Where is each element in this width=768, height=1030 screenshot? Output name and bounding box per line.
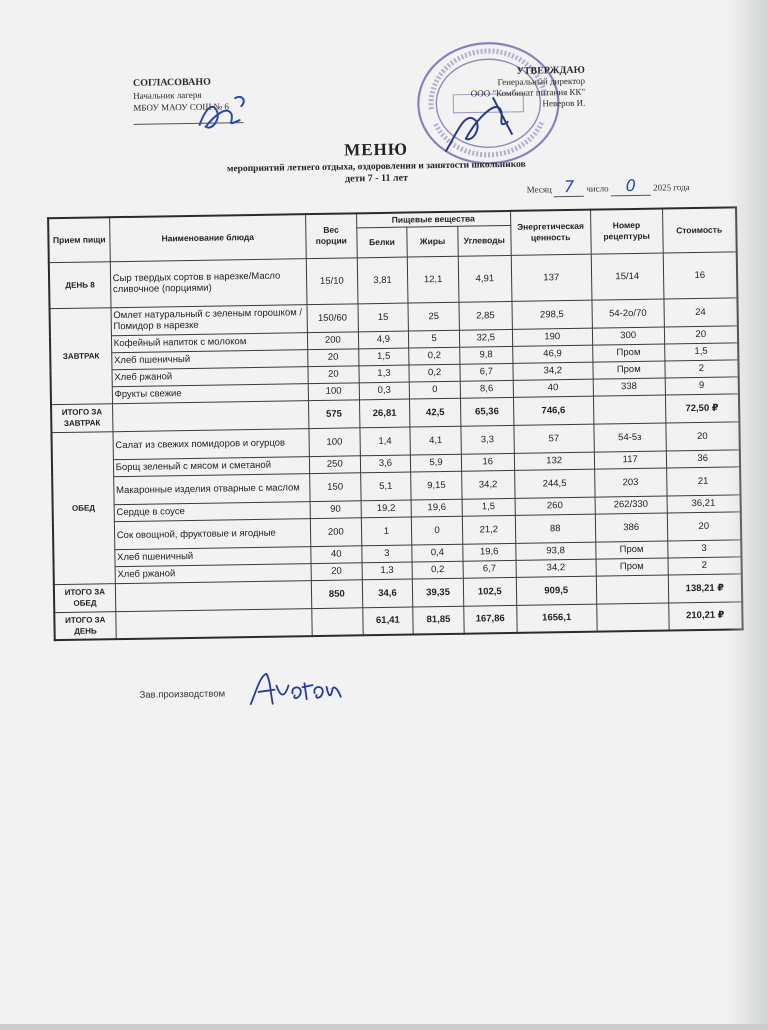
- dish-energy: 88: [515, 514, 596, 543]
- dish-energy: 46,9: [512, 345, 592, 363]
- dish-protein: 1,3: [359, 365, 410, 383]
- document-title: МЕНЮ: [344, 139, 409, 160]
- dish-cost: 20: [665, 421, 739, 450]
- dish-cost: 36: [666, 449, 740, 467]
- dish-carbs: 19,6: [463, 543, 516, 561]
- dish-cost: 2: [664, 359, 738, 377]
- dish-cost: 36,21: [667, 494, 741, 512]
- meal-lunch-label: ОБЕД: [51, 431, 115, 584]
- dish-recipe: Пром: [593, 361, 665, 379]
- dish-cost: 20: [664, 325, 738, 343]
- header-carbs: Углеводы: [458, 225, 511, 256]
- approval-left-org: МБОУ МАОУ СОШ № 6: [133, 101, 230, 113]
- dish-name: Сердце в соусе: [114, 501, 311, 521]
- dish-cost: 24: [664, 297, 738, 326]
- dish-fat: 9,15: [411, 471, 462, 500]
- footer-signature-icon: [244, 662, 355, 712]
- total-cost: 210,21 ₽: [668, 601, 742, 630]
- total-protein: 34,6: [362, 579, 413, 608]
- dish-name: Макаронные изделия отварные с маслом: [113, 473, 310, 504]
- dish-name: Сок овощной, фруктовые и ягодные: [114, 518, 311, 549]
- dish-energy: 57: [514, 424, 595, 453]
- dish-energy: 34,2: [516, 559, 596, 577]
- month-value: 7: [554, 177, 584, 197]
- dish-weight: 20: [311, 562, 362, 580]
- header-protein: Белки: [356, 227, 407, 258]
- dish-name: Салат из свежих помидоров и огурцов: [113, 428, 310, 459]
- dish-fat: 12,1: [407, 256, 458, 303]
- header-weight: Вес порции: [306, 213, 357, 258]
- dish-cost: 2: [668, 556, 742, 574]
- dish-recipe: 54-2о/70: [592, 299, 664, 328]
- header-cost: Стоимость: [662, 207, 737, 252]
- dish-energy: 34,2: [513, 362, 593, 380]
- dish-name: Борщ зеленый с мясом и сметаной: [113, 456, 310, 476]
- approval-left-title: СОГЛАСОВАНО: [132, 76, 211, 89]
- dish-name: Хлеб ржаной: [115, 563, 312, 583]
- dish-fat: 5: [409, 330, 460, 348]
- dish-protein: 1: [361, 517, 412, 546]
- month-label: Месяц: [526, 184, 552, 195]
- left-signature-icon: [191, 90, 252, 137]
- dish-protein: 19,2: [361, 500, 412, 518]
- age-group-label: дети 7 - 11 лет: [344, 172, 409, 185]
- footer-label: Зав.производством: [139, 688, 226, 701]
- dish-fat: 0: [409, 381, 460, 399]
- dish-carbs: 32,5: [459, 329, 512, 347]
- dish-cost: 20: [667, 511, 741, 540]
- total-weight: 850: [311, 579, 362, 608]
- dish-weight: 15/10: [306, 257, 357, 304]
- dish-recipe: 15/14: [591, 253, 663, 300]
- dish-carbs: 21,2: [462, 515, 515, 544]
- year-label: 2025 года: [653, 182, 690, 193]
- dish-recipe: 54-5з: [594, 423, 666, 452]
- dish-energy: 40: [513, 379, 593, 397]
- empty-cell: [593, 395, 665, 424]
- dish-fat: 4,1: [410, 426, 461, 455]
- dish-fat: 19,6: [411, 499, 462, 517]
- total-fat: 42,5: [410, 398, 461, 427]
- dish-weight: 150: [310, 472, 361, 501]
- header-energy: Энергетическая ценность: [510, 210, 591, 255]
- empty-cell: [312, 607, 363, 636]
- total-protein: 61,41: [362, 607, 413, 636]
- dish-carbs: 6,7: [463, 560, 516, 578]
- dish-weight: 100: [308, 382, 359, 400]
- dish-name: Хлеб ржаной: [112, 366, 309, 386]
- header-dish: Наименование блюда: [109, 214, 306, 261]
- dish-fat: 0,2: [412, 561, 463, 579]
- dish-fat: 0,4: [412, 544, 463, 562]
- total-energy: 746,6: [513, 396, 594, 425]
- dish-protein: 15: [358, 303, 409, 332]
- meal-breakfast-label: ЗАВТРАК: [50, 307, 113, 404]
- dish-energy: 298,5: [512, 300, 593, 329]
- document-title-block: [196, 137, 557, 187]
- dish-weight: 250: [309, 455, 360, 473]
- menu-table: [47, 206, 744, 641]
- total-energy: 909,5: [516, 576, 597, 605]
- dish-cost: 16: [663, 251, 738, 298]
- dish-cost: 3: [667, 539, 741, 557]
- total-fat: 39,35: [413, 578, 464, 607]
- dish-protein: 3: [361, 545, 412, 563]
- total-cost: 138,21 ₽: [668, 573, 742, 602]
- header-nutrients: Пищевые вещества: [356, 211, 510, 227]
- dish-weight: 200: [310, 517, 361, 546]
- dish-carbs: 2,85: [459, 301, 512, 330]
- dish-carbs: 16: [461, 453, 514, 471]
- dish-name: Хлеб пшеничный: [114, 546, 311, 566]
- breakfast-total-label: ИТОГО ЗА ЗАВТРАК: [51, 403, 113, 432]
- date-line: [527, 175, 690, 198]
- total-carbs: 167,86: [464, 605, 517, 634]
- dish-cost: 21: [666, 466, 740, 495]
- dish-carbs: 4,91: [458, 255, 511, 302]
- empty-cell: [115, 608, 312, 639]
- empty-cell: [596, 575, 668, 604]
- dish-energy: 137: [511, 254, 592, 301]
- dish-weight: 20: [308, 365, 359, 383]
- total-carbs: 102,5: [463, 577, 516, 606]
- dish-recipe: 117: [594, 451, 666, 469]
- dish-cost: 9: [665, 376, 739, 394]
- total-carbs: 65,36: [460, 397, 513, 426]
- approval-left-position: Начальник лагеря: [133, 89, 202, 101]
- approval-right-org: ООО "Комбинат питания КК": [470, 86, 586, 99]
- total-cost: 72,50 ₽: [665, 393, 739, 422]
- dish-name: Омлет натуральный с зеленым горошком /Помидор в нарезке: [111, 304, 308, 335]
- dish-energy: 244,5: [514, 469, 595, 498]
- approval-right-name: Неверов И.: [542, 97, 586, 109]
- total-weight: 575: [308, 399, 359, 428]
- day-total-label: ИТОГО ЗА ДЕНЬ: [54, 611, 116, 640]
- empty-cell: [112, 400, 309, 431]
- dish-fat: 0,2: [409, 347, 460, 365]
- dish-weight: 150/60: [307, 303, 358, 332]
- header-meal: Прием пищи: [48, 217, 110, 262]
- lunch-total-label: ИТОГО ЗА ОБЕД: [54, 583, 116, 612]
- dish-name: Хлеб пшеничный: [111, 349, 308, 369]
- dish-fat: 0,2: [409, 364, 460, 382]
- dish-weight: 40: [311, 545, 362, 563]
- footer-production-manager: [140, 688, 226, 700]
- dish-protein: 4,9: [358, 331, 409, 349]
- approval-right-position: Генеральный директор: [497, 75, 586, 88]
- dish-recipe: Пром: [596, 541, 668, 559]
- dish-energy: 190: [512, 328, 592, 346]
- paper-edge-shadow: [728, 0, 768, 1024]
- dish-weight: 90: [310, 500, 361, 518]
- total-fat: 81,85: [413, 606, 464, 635]
- document-subtitle: мероприятий летнего отдыха, оздоровления и занятости школьников: [226, 159, 526, 175]
- header-recipe: Номер рецептуры: [590, 209, 662, 254]
- day-value: 0: [611, 176, 651, 197]
- dish-protein: 1,4: [360, 427, 411, 456]
- dish-carbs: 9,8: [460, 346, 513, 364]
- dish-cost: 1,5: [664, 342, 738, 360]
- dish-carbs: 1,5: [462, 498, 515, 516]
- total-protein: 26,81: [359, 399, 410, 428]
- dish-protein: 3,6: [360, 455, 411, 473]
- dish-weight: 100: [309, 427, 360, 456]
- dish-recipe: 300: [592, 327, 664, 345]
- dish-recipe: Пром: [596, 558, 668, 576]
- day-label: число: [586, 183, 609, 194]
- dish-protein: 5,1: [360, 472, 411, 501]
- dish-protein: 1,3: [362, 562, 413, 580]
- dish-recipe: 262/330: [595, 496, 667, 514]
- dish-fat: 5,9: [411, 454, 462, 472]
- dish-fat: 0: [412, 516, 463, 545]
- dish-name: Сыр твердых сортов в нарезке/Масло сливочное (порциями): [110, 258, 307, 307]
- header-fat: Жиры: [407, 226, 458, 257]
- dish-energy: 260: [515, 497, 595, 515]
- dish-name: Фрукты свежие: [112, 383, 309, 403]
- dish-protein: 1,5: [358, 348, 409, 366]
- dish-recipe: 338: [593, 378, 665, 396]
- approval-right-title: УТВЕРЖДАЮ: [516, 64, 585, 77]
- day-label: ДЕНЬ 8: [49, 261, 111, 308]
- dish-protein: 0,3: [359, 382, 410, 400]
- dish-weight: 20: [308, 348, 359, 366]
- dish-carbs: 6,7: [460, 363, 513, 381]
- dish-recipe: Пром: [592, 344, 664, 362]
- dish-energy: 93,8: [515, 542, 595, 560]
- dish-recipe: 386: [595, 513, 667, 542]
- dish-weight: 200: [307, 331, 358, 349]
- empty-cell: [115, 580, 312, 611]
- dish-protein: 3,81: [357, 257, 408, 304]
- dish-name: Кофейный напиток с молоком: [111, 332, 308, 352]
- dish-carbs: 3,3: [461, 425, 514, 454]
- dish-fat: 25: [408, 302, 459, 331]
- dish-carbs: 8,6: [460, 380, 513, 398]
- dish-recipe: 203: [594, 468, 666, 497]
- dish-energy: 132: [514, 452, 594, 470]
- dish-carbs: 34,2: [461, 470, 514, 499]
- total-energy: 1656,1: [516, 604, 597, 633]
- empty-cell: [597, 602, 669, 631]
